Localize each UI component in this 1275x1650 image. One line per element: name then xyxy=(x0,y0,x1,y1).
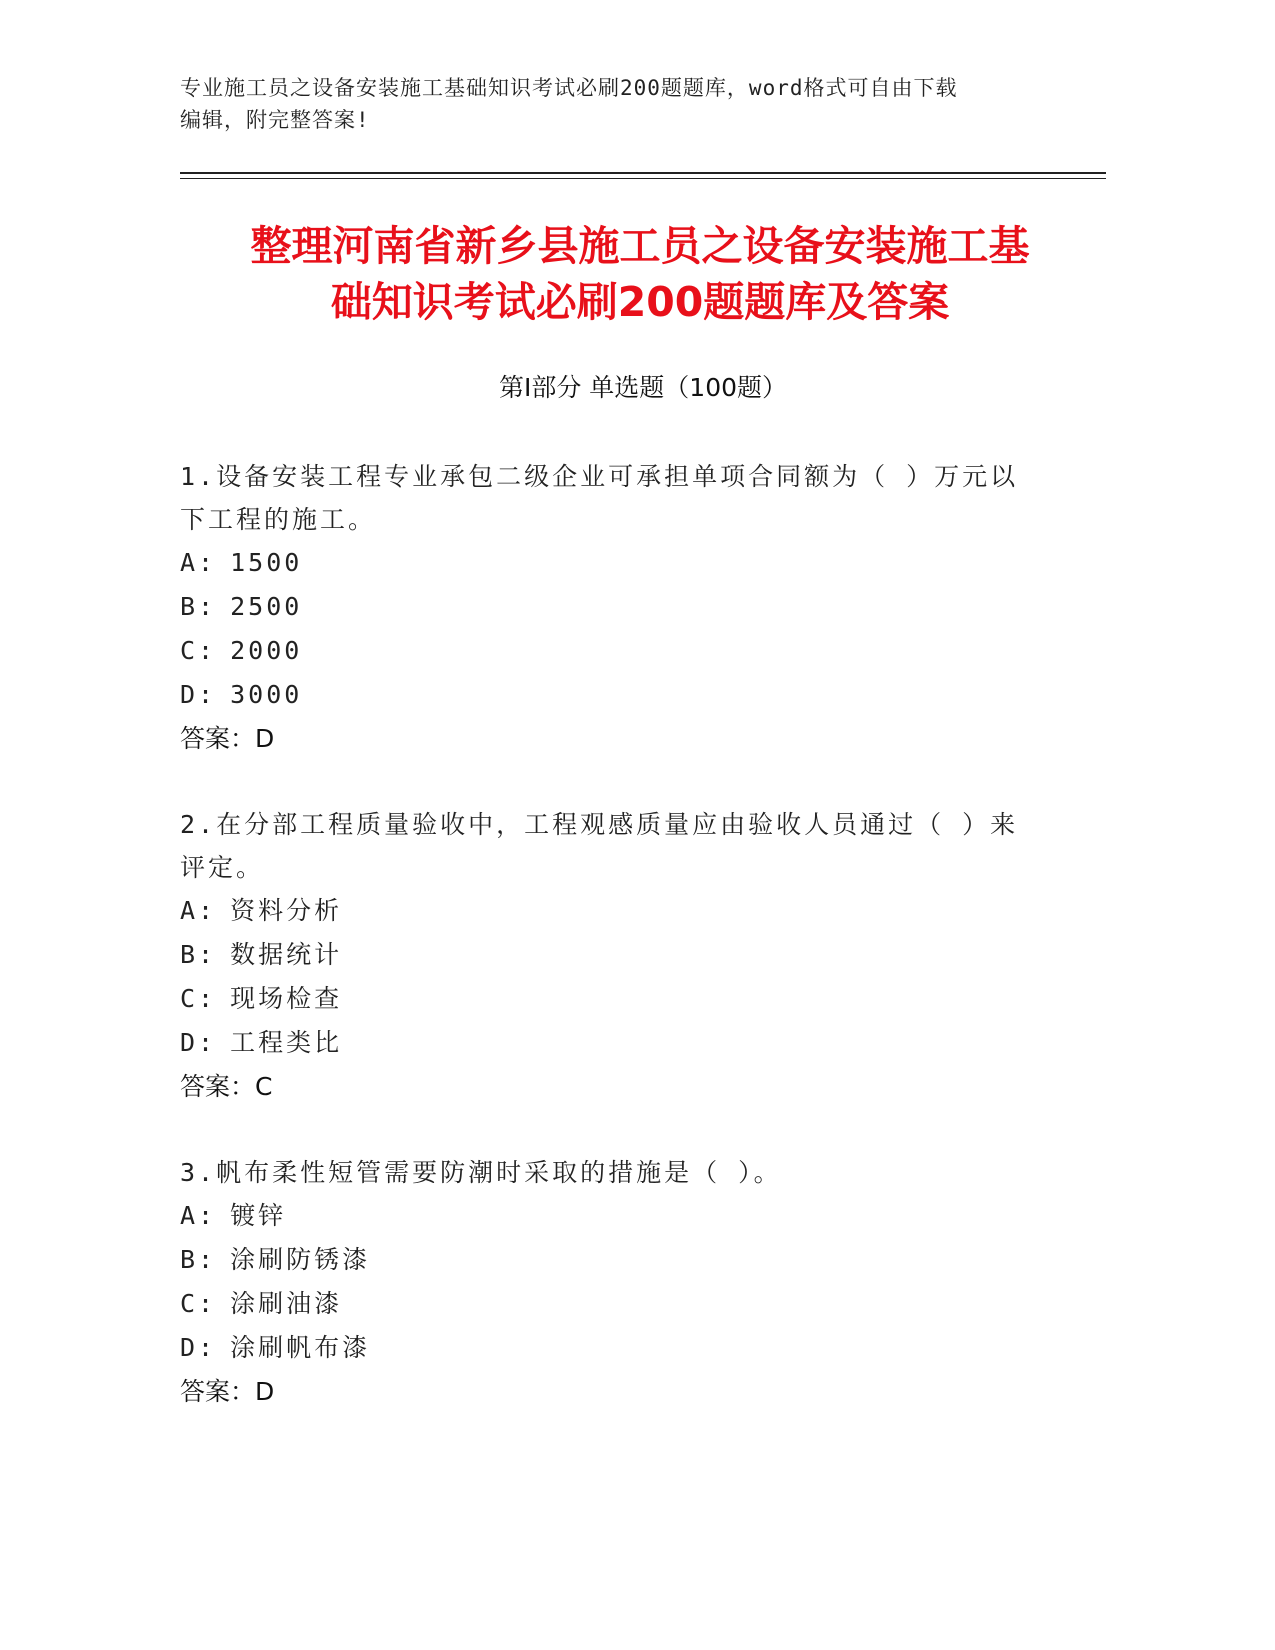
document-title-line-2: 础知识考试必刷200题题库及答案 xyxy=(330,278,950,326)
question-stem: 3.帆布柔性短管需要防潮时采取的措施是（ ）。 xyxy=(180,1158,782,1187)
option-text: 2000 xyxy=(230,636,303,665)
option-key: B: xyxy=(180,592,217,621)
option-key: C: xyxy=(180,636,217,665)
header-note-line-1: 专业施工员之设备安装施工基础知识考试必刷200题题库，word格式可自由下载 xyxy=(180,76,958,100)
option-key: C: xyxy=(180,984,217,1013)
option-key: A: xyxy=(180,896,217,925)
option-key: C: xyxy=(180,1289,217,1318)
option-d xyxy=(180,1326,1040,1370)
option-c xyxy=(180,629,1040,673)
question-2 xyxy=(180,803,1040,1109)
option-key: D: xyxy=(180,680,217,709)
option-text: 数据统计 xyxy=(230,940,343,969)
option-key: B: xyxy=(180,1245,217,1274)
answer-line: 答案：D xyxy=(180,1377,275,1406)
option-text: 镀锌 xyxy=(230,1201,287,1230)
answer-line: 答案：C xyxy=(180,1072,273,1101)
section-heading: 第Ⅰ部分 单选题（100题） xyxy=(498,373,788,402)
document-title xyxy=(150,218,1130,330)
option-text: 涂刷防锈漆 xyxy=(230,1245,371,1274)
header-rule-thin xyxy=(180,178,1106,179)
question-list xyxy=(180,455,1040,1456)
option-b xyxy=(180,585,1040,629)
option-a xyxy=(180,541,1040,585)
option-key: A: xyxy=(180,1201,217,1230)
option-text: 涂刷帆布漆 xyxy=(230,1333,371,1362)
option-key: D: xyxy=(180,1028,217,1057)
option-d xyxy=(180,673,1040,717)
question-stem: 1.设备安装工程专业承包二级企业可承担单项合同额为（ ）万元以下工程的施工。 xyxy=(180,462,1019,534)
option-text: 资料分析 xyxy=(230,896,343,925)
option-c xyxy=(180,1282,1040,1326)
option-b xyxy=(180,1238,1040,1282)
option-a xyxy=(180,889,1040,933)
option-text: 现场检查 xyxy=(230,984,343,1013)
option-text: 2500 xyxy=(230,592,303,621)
option-key: A: xyxy=(180,548,217,577)
option-text: 3000 xyxy=(230,680,303,709)
option-a xyxy=(180,1194,1040,1238)
header-note-line-2: 编辑，附完整答案! xyxy=(180,108,370,132)
question-1 xyxy=(180,455,1040,761)
option-key: D: xyxy=(180,1333,217,1362)
question-3 xyxy=(180,1151,1040,1414)
option-text: 涂刷油漆 xyxy=(230,1289,343,1318)
option-text: 工程类比 xyxy=(230,1028,343,1057)
answer-line: 答案：D xyxy=(180,724,275,753)
question-stem: 2.在分部工程质量验收中，工程观感质量应由验收人员通过（ ）来评定。 xyxy=(180,810,1019,882)
option-d xyxy=(180,1021,1040,1065)
option-text: 1500 xyxy=(230,548,303,577)
document-title-line-1: 整理河南省新乡县施工员之设备安装施工基 xyxy=(250,222,1030,270)
option-c xyxy=(180,977,1040,1021)
option-b xyxy=(180,933,1040,977)
header-note xyxy=(180,72,1080,136)
option-key: B: xyxy=(180,940,217,969)
header-rule-thick xyxy=(180,172,1106,174)
